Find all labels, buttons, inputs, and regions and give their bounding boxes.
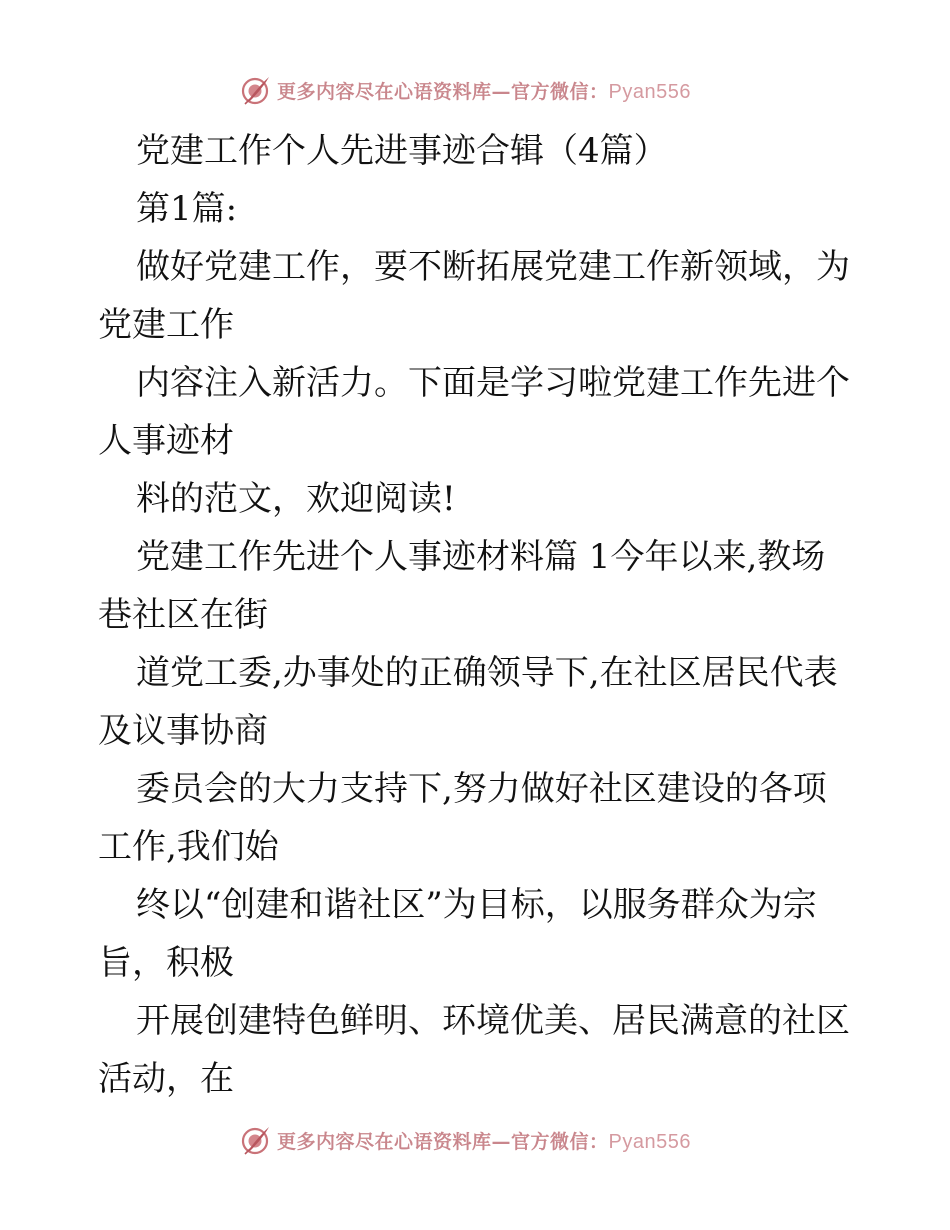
header-watermark <box>0 70 950 110</box>
paragraph-line: 委员会的大力支持下,努力做好社区建设的各项 <box>136 769 827 809</box>
quill-circle-logo-icon <box>239 1124 271 1156</box>
paragraph-line: 活动，在 <box>98 1059 234 1099</box>
paragraph-line: 料的范文，欢迎阅读! <box>136 479 456 519</box>
paragraph-line: 内容注入新活力。下面是学习啦党建工作先进个 <box>136 363 850 403</box>
header-watermark-text <box>277 77 691 104</box>
paragraph-line: 道党工委,办事处的正确领导下,在社区居民代表 <box>136 653 838 693</box>
section-heading: 第1篇: <box>136 189 238 229</box>
paragraph-line: 党建工作先进个人事迹材料篇 1今年以来,教场 <box>136 537 826 577</box>
header-watermark-id: Pyan556 <box>608 80 691 103</box>
paragraph-line: 巷社区在街 <box>98 595 268 635</box>
footer-watermark-id: Pyan556 <box>608 1130 691 1153</box>
quill-circle-logo-icon <box>239 74 271 106</box>
header-watermark-label: 更多内容尽在心语资料库—官方微信： <box>277 80 609 103</box>
paragraph-line: 党建工作 <box>98 305 234 345</box>
paragraph-line: 终以“创建和谐社区”为目标，以服务群众为宗 <box>136 885 817 925</box>
header-watermark-content <box>239 74 691 106</box>
paragraph-line: 工作,我们始 <box>98 827 279 867</box>
document-body <box>98 122 858 1108</box>
paragraph-line: 及议事协商 <box>98 711 268 751</box>
paragraph-line: 做好党建工作，要不断拓展党建工作新领域，为 <box>136 247 850 287</box>
paragraph-line: 开展创建特色鲜明、环境优美、居民满意的社区 <box>136 1001 850 1041</box>
paragraph-line: 人事迹材 <box>98 421 234 461</box>
paragraph-line: 旨，积极 <box>98 943 234 983</box>
document-title: 党建工作个人先进事迹合辑（4篇） <box>136 131 668 171</box>
footer-watermark-content <box>239 1124 691 1156</box>
footer-watermark-label: 更多内容尽在心语资料库—官方微信： <box>277 1130 609 1153</box>
footer-watermark <box>0 1120 950 1160</box>
footer-watermark-text <box>277 1127 691 1154</box>
